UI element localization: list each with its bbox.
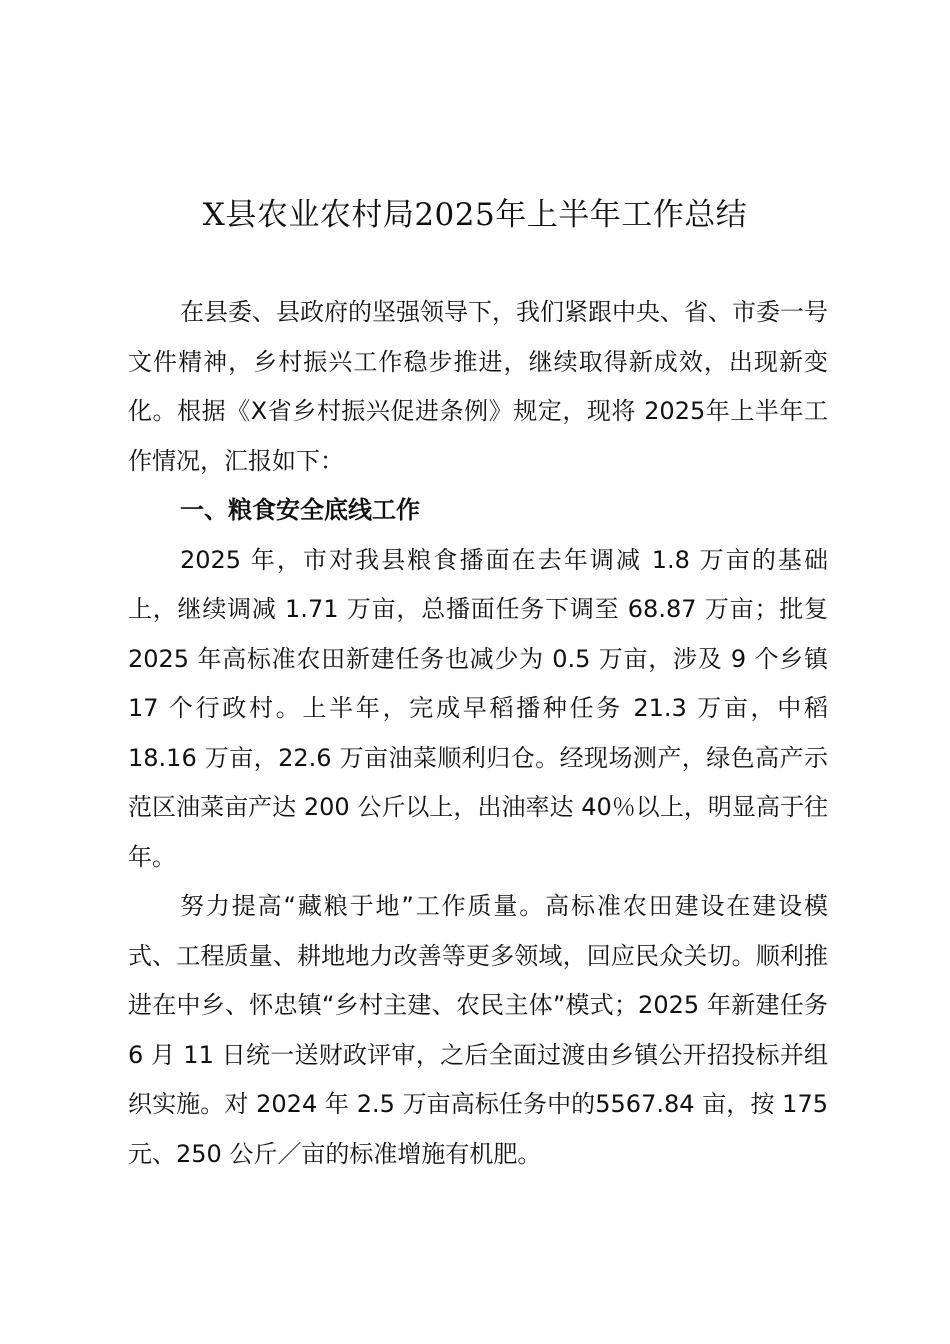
- grain-area-paragraph: 2025 年，市对我县粮食播面在去年调减 1.8 万亩的基础上，继续调减 1.71 万亩，总播面任务下调至 68.87 万亩；批复 2025 年高标准农田新建任务也减少为 0.5 万亩，涉及 9 个乡镇 17 个行政村。上半年，完成早稻播种任务 21.3 万亩，中稻 18.16 万亩，22.6 万亩油菜顺利归仓。经现场测产，绿色高产示范区油菜亩产达 200 公斤以上，出油率达 40％以上，明显高于往年。: [128, 545, 828, 871]
- intro-paragraph: 在县委、县政府的坚强领导下，我们紧跟中央、省、市委一号文件精神，乡村振兴工作稳步推进，继续取得新成效，出现新变化。根据《X省乡村振兴促进条例》规定，现将 2025年上半年工作情况，汇报如下：: [128, 298, 828, 475]
- farmland-quality-paragraph: 努力提高“藏粮于地”工作质量。高标准农田建设在建设模式、工程质量、耕地地力改善等更多领域，回应民众关切。顺利推进在中乡、怀忠镇“乡村主建、农民主体”模式；2025 年新建任务 6 月 11 日统一送财政评审，之后全面过渡由乡镇公开招投标并组织实施。对 2024 年 2.5 万亩高标任务中的5567.84 亩，按 175 元、250 公斤／亩的标准增施有机肥。: [128, 892, 828, 1168]
- document-body: [128, 288, 828, 1179]
- section-heading-grain-security: 一、粮食安全底线工作: [180, 496, 420, 524]
- document-title: X县农业农村局2025年上半年工作总结: [202, 197, 748, 233]
